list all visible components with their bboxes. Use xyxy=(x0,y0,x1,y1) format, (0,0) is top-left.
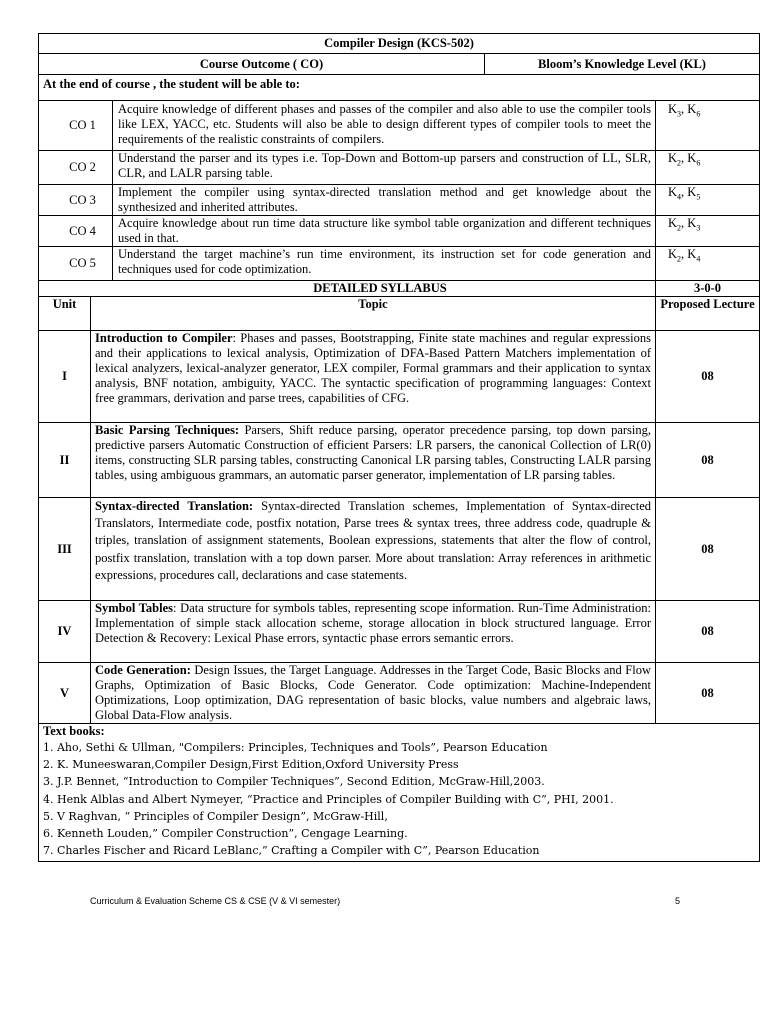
col-unit: Unit xyxy=(39,297,91,331)
course-title: Compiler Design (KCS-502) xyxy=(39,34,760,54)
syllabus-table xyxy=(38,33,760,862)
co-kl: $K_2$, $K_6$ xyxy=(656,151,760,185)
textbook-item: 2. K. Muneeswaran,Compiler Design,First Edition,Oxford University Press xyxy=(43,758,459,772)
textbook-item: 7. Charles Fischer and Ricard LeBlanc,” Crafting a Compiler with C”, Pearson Education xyxy=(43,844,540,858)
co-text: Acquire knowledge about run time data structure like symbol table organization and different techniques used in that. xyxy=(113,216,656,247)
textbooks xyxy=(39,724,760,862)
co-id: CO 1 xyxy=(39,101,113,151)
co-id: CO 2 xyxy=(39,151,113,185)
co-row xyxy=(39,216,760,247)
co-text: Implement the compiler using syntax-directed translation method and get knowledge about the synthesized and inherited attributes. xyxy=(113,185,656,216)
co-text: Understand the target machine’s run time environment, its instruction set for code generation and techniques used for code optimization. xyxy=(113,247,656,281)
co-kl: $K_4$, $K_5$ xyxy=(656,185,760,216)
textbooks-heading: Text books: xyxy=(43,724,105,738)
co-row xyxy=(39,151,760,185)
co-id: CO 4 xyxy=(39,216,113,247)
footer-text: Curriculum & Evaluation Scheme CS & CSE (V & VI semester) xyxy=(90,896,341,906)
co-kl: $K_2$, $K_4$ xyxy=(656,247,760,281)
unit-topic: Introduction to Compiler: Phases and passes, Bootstrapping, Finite state machines and regular expressions and their applications to lexical analysis, Optimization of DFA-Based Pattern Matchers implementation of lexical analyzers, lexical-analyzer generator, LEX compiler, Formal grammars and their application to syntax analysis, BNF notation, ambiguity, YACC. The syntactic specification of programming languages: Context free grammars, derivation and parse trees, capabilities of CFG. xyxy=(91,331,656,423)
textbook-item: 6. Kenneth Louden,” Compiler Construction”, Cengage Learning. xyxy=(43,827,408,841)
col-lecture: Proposed Lecture xyxy=(656,297,760,331)
syllabus-sheet xyxy=(38,33,759,862)
page-footer xyxy=(90,896,680,906)
textbook-item: 3. J.P. Bennet, “Introduction to Compiler Techniques”, Second Edition, McGraw-Hill,2003. xyxy=(43,775,545,789)
unit-topic: Syntax-directed Translation: Syntax-directed Translation schemes, Implementation of Syntax-directed Translators, Intermediate code, postfix notation, Parse trees & syntax trees, three address code, quadruple & triples, translation of assignment statements, Boolean expressions, statements that alter the flow of control, postfix translation, translation with a top down parser. More about translation: Array references in arithmetic expressions, procedures call, declarations and case statements. xyxy=(91,498,656,601)
unit-lectures: 08 xyxy=(656,331,760,423)
unit-row xyxy=(39,498,760,601)
col-topic: Topic xyxy=(91,297,656,331)
co-row xyxy=(39,185,760,216)
unit-topic: Basic Parsing Techniques: Parsers, Shift reduce parsing, operator precedence parsing, top down parsing, predictive parsers Automatic Construction of efficient Parsers: LR parsers, the canonical Collection of LR(0) items, constructing SLR parsing tables, constructing Canonical LR parsing tables, Constructing LALR parsing tables, using ambiguous grammars, an automatic parser generator, implementation of LR parsing tables. xyxy=(91,423,656,498)
unit-lectures: 08 xyxy=(656,498,760,601)
co-kl: $K_2$, $K_3$ xyxy=(656,216,760,247)
unit-topic: Symbol Tables: Data structure for symbols tables, representing scope information. Run-Time Administration: Implementation of simple stack allocation scheme, storage allocation in block structured language. Error Detection & Recovery: Lexical Phase errors, syntactic phase errors semantic errors. xyxy=(91,601,656,663)
syllabus-header: DETAILED SYLLABUS xyxy=(39,281,656,297)
unit-number: IV xyxy=(39,601,91,663)
unit-row xyxy=(39,601,760,663)
co-id: CO 3 xyxy=(39,185,113,216)
course-intro: At the end of course , the student will be able to: xyxy=(39,75,760,101)
unit-lectures: 08 xyxy=(656,601,760,663)
co-id: CO 5 xyxy=(39,247,113,281)
co-row xyxy=(39,101,760,151)
co-text: Understand the parser and its types i.e. Top-Down and Bottom-up parsers and construction of LL, SLR, CLR, and LALR parsing table. xyxy=(113,151,656,185)
unit-row xyxy=(39,663,760,724)
unit-row xyxy=(39,331,760,423)
co-kl: $K_3$, $K_6$ xyxy=(656,101,760,151)
unit-row xyxy=(39,423,760,498)
co-row xyxy=(39,247,760,281)
unit-number: III xyxy=(39,498,91,601)
textbook-item: 4. Henk Alblas and Albert Nymeyer, “Practice and Principles of Compiler Building with C”, PHI, 2001. xyxy=(43,792,614,806)
unit-number: I xyxy=(39,331,91,423)
page-number: 5 xyxy=(674,896,680,906)
co-text: Acquire knowledge of different phases and passes of the compiler and also able to use the compiler tools like LEX, YACC, etc. Students will also be able to design different types of compiler tools to meet the requirements of the realistic constraints of compilers. xyxy=(113,101,656,151)
co-header: Course Outcome ( CO) xyxy=(39,54,485,75)
kl-header: Bloom’s Knowledge Level (KL) xyxy=(485,54,760,75)
textbook-item: 5. V Raghvan, “ Principles of Compiler Design”, McGraw-Hill, xyxy=(43,809,388,823)
credits: 3-0-0 xyxy=(656,281,760,297)
unit-number: II xyxy=(39,423,91,498)
unit-number: V xyxy=(39,663,91,724)
unit-lectures: 08 xyxy=(656,423,760,498)
unit-lectures: 08 xyxy=(656,663,760,724)
textbook-item: 1. Aho, Sethi & Ullman, "Compilers: Principles, Techniques and Tools”, Pearson Education xyxy=(43,741,548,754)
unit-topic: Code Generation: Design Issues, the Target Language. Addresses in the Target Code, Basic Blocks and Flow Graphs, Optimization of Basic Blocks, Code Generator. Code optimization: Machine-Independent Optimizations, Loop optimization, DAG representation of basic blocks, value numbers and algebraic laws, Global Data-Flow analysis. xyxy=(91,663,656,724)
